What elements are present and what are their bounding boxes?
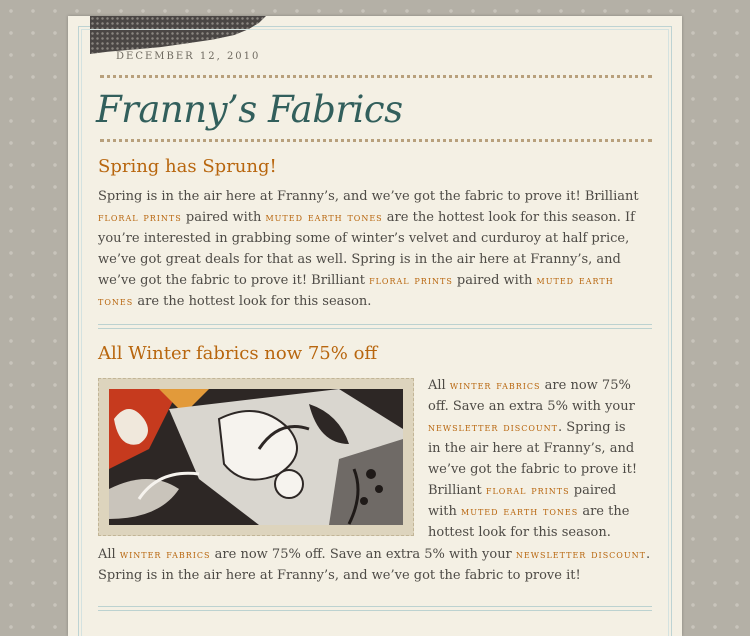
link-muted-earth-tones-2[interactable]: muted earth tones (98, 273, 614, 308)
link-floral-prints-3[interactable]: floral prints (485, 483, 570, 497)
fabric-photo (109, 389, 403, 525)
link-floral-prints-2[interactable]: floral prints (369, 273, 453, 287)
newsletter-paper (68, 16, 682, 636)
fabric-illustration (109, 389, 403, 525)
section-body-spring: Spring is in the air here at Franny’s, and we’ve got the fabric to prove it! Brilliant floral prints paired with muted earth tones are the hottest look for this season. If you’re interested in grabbing some of winter’s velvet and curduroy at half price, we’ve got great deals for that as well. Spring is in the air here at Franny’s, and we’ve got the fabric to prove it! Brilliant floral prints paired with muted earth tones are the hottest look for this season. (98, 189, 639, 309)
section-body-winter-side: All winter fabrics are now 75% off. Save an extra 5% with your newsletter discount. Spring is in the air here at Franny’s, and we’ve got the fabric to prove it! Brilliant floral prints paired with muted earth tones are the hottest look for this season. (428, 378, 638, 540)
section-heading-winter: All Winter fabrics now 75% off (98, 343, 378, 364)
link-floral-prints[interactable]: floral prints (98, 210, 182, 224)
section-divider-bottom (98, 606, 652, 611)
link-winter-fabrics[interactable]: winter fabrics (449, 378, 541, 392)
link-newsletter-discount-2[interactable]: newsletter discount (515, 547, 646, 561)
stitch-divider-bottom (100, 139, 652, 142)
newsletter-title: Franny’s Fabrics (96, 88, 403, 131)
issue-date: DECEMBER 12, 2010 (116, 51, 261, 62)
link-muted-earth-tones-3[interactable]: muted earth tones (461, 504, 579, 518)
stitch-divider-top (100, 75, 652, 78)
lace-decoration (90, 16, 266, 54)
link-newsletter-discount[interactable]: newsletter discount (428, 420, 559, 434)
fabric-photo-frame (98, 378, 414, 536)
link-muted-earth-tones[interactable]: muted earth tones (265, 210, 383, 224)
section-divider (98, 324, 652, 329)
link-winter-fabrics-2[interactable]: winter fabrics (119, 547, 211, 561)
section-body-winter-bottom: All winter fabrics are now 75% off. Save an extra 5% with your newsletter discount. Spring is in the air here at Franny’s, and we’ve got the fabric to prove it! (98, 547, 651, 583)
section-heading-spring: Spring has Sprung! (98, 156, 277, 177)
